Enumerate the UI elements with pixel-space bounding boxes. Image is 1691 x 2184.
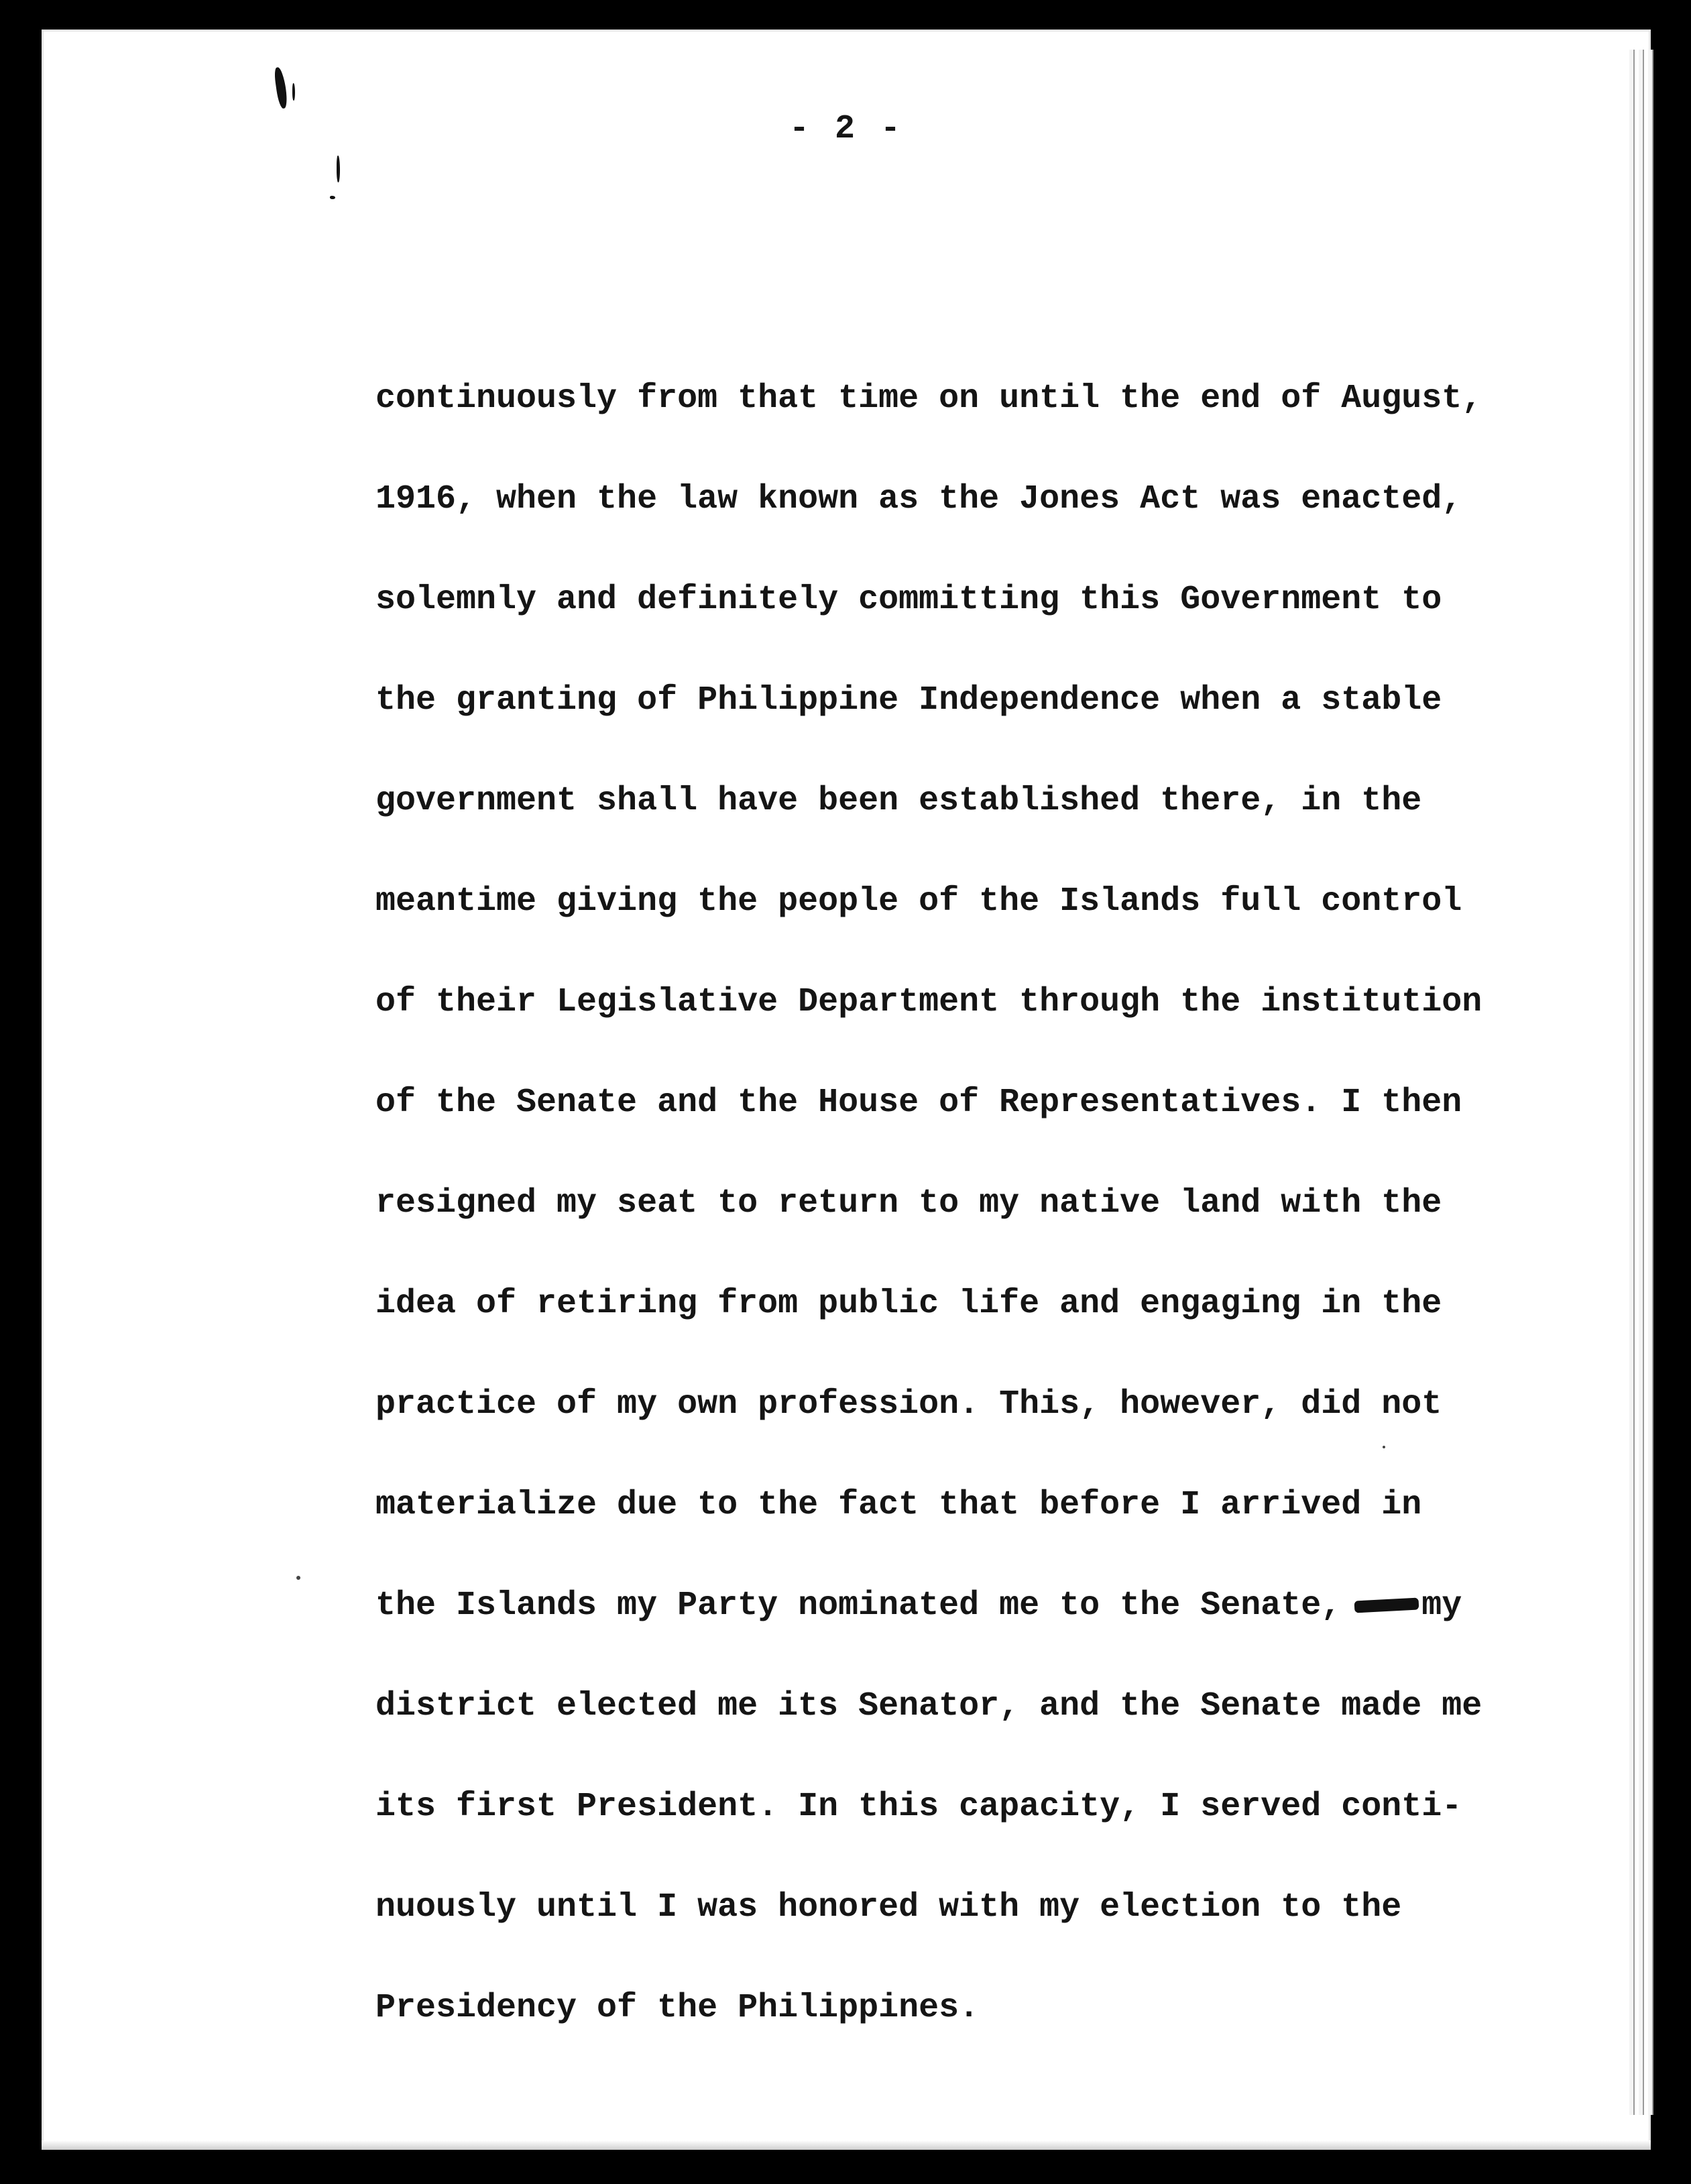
- text-line: government shall have been established there, in the: [375, 782, 1422, 820]
- text-fragment: my: [1421, 1587, 1462, 1625]
- text-line: resigned my seat to return to my native land with the: [375, 1184, 1442, 1222]
- text-line: 1916, when the law known as the Jones Act was enacted,: [375, 480, 1462, 518]
- ink-blot-mark: [337, 156, 340, 182]
- text-line: [375, 1556, 1582, 1656]
- scanned-page-edge: [1629, 50, 1653, 2115]
- text-line: its first President. In this capacity, I served conti-: [375, 1788, 1462, 1826]
- ink-blot-mark: [330, 196, 335, 199]
- text-line: solemnly and definitely committing this Government to: [375, 581, 1442, 619]
- text-line: nuously until I was honored with my election to the: [375, 1888, 1402, 1927]
- document-page: [42, 30, 1651, 2148]
- text-line: of the Senate and the House of Representatives. I then: [375, 1084, 1462, 1122]
- text-line: materialize due to the fact that before I arrived in: [375, 1486, 1422, 1524]
- text-line: practice of my own profession. This, however, did not: [375, 1385, 1442, 1424]
- text-line: district elected me its Senator, and the Senate made me: [375, 1687, 1482, 1725]
- typed-paragraph: [375, 349, 1582, 2059]
- text-line: continuously from that time on until the end of August,: [375, 380, 1482, 418]
- struck-out-word: [1354, 1595, 1419, 1615]
- scanned-bottom-edge: [42, 2140, 1651, 2150]
- ink-speck: [296, 1576, 300, 1580]
- text-line: of their Legislative Department through the institution: [375, 983, 1482, 1021]
- text-fragment: the Islands my Party nominated me to the Senate,: [375, 1587, 1342, 1625]
- ink-blot-mark: [292, 83, 295, 101]
- text-line: the granting of Philippine Independence when a stable: [375, 681, 1442, 720]
- page-number: - 2 -: [789, 110, 904, 148]
- ink-blot-mark: [274, 66, 288, 109]
- text-line: meantime giving the people of the Islands full control: [375, 882, 1462, 921]
- text-line: idea of retiring from public life and engaging in the: [375, 1285, 1442, 1323]
- text-line: Presidency of the Philippines.: [375, 1989, 980, 2027]
